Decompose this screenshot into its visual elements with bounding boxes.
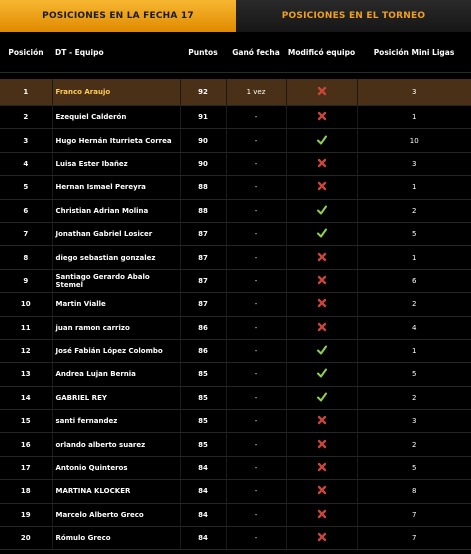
cell-won: -	[226, 152, 286, 175]
check-icon	[317, 392, 327, 402]
cell-won: -	[226, 176, 286, 199]
table-row[interactable]	[0, 363, 471, 386]
cell-points: 86	[180, 339, 226, 362]
cell-position: 16	[0, 433, 52, 456]
cell-points: 88	[180, 199, 226, 222]
cell-mini-league: 6	[357, 269, 471, 292]
table-row[interactable]	[0, 152, 471, 175]
cell-points: 92	[180, 79, 226, 106]
cell-position: 8	[0, 246, 52, 269]
cell-mini-league: 2	[357, 433, 471, 456]
cell-team[interactable]: José Fabián López Colombo	[52, 339, 180, 362]
cell-team[interactable]: Martin Vialle	[52, 293, 180, 316]
table-row[interactable]	[0, 222, 471, 245]
table-row[interactable]	[0, 269, 471, 292]
cell-position: 13	[0, 363, 52, 386]
cell-mini-league: 3	[357, 410, 471, 433]
check-icon	[317, 205, 327, 215]
cross-icon	[317, 322, 327, 332]
cell-won: -	[226, 503, 286, 526]
cell-changed	[286, 386, 357, 409]
cell-points: 85	[180, 386, 226, 409]
cell-won: -	[226, 222, 286, 245]
cell-changed	[286, 106, 357, 129]
table-row[interactable]	[0, 386, 471, 409]
cell-points: 91	[180, 106, 226, 129]
cell-changed	[286, 79, 357, 106]
cross-icon	[317, 86, 327, 96]
cross-icon	[317, 439, 327, 449]
cell-team[interactable]: Ezequiel Calderón	[52, 106, 180, 129]
standings-table	[0, 32, 471, 550]
cell-won: -	[226, 386, 286, 409]
cell-changed	[286, 152, 357, 175]
cell-won: 1 vez	[226, 79, 286, 106]
cell-points: 85	[180, 433, 226, 456]
cell-changed	[286, 339, 357, 362]
cell-changed	[286, 456, 357, 479]
cross-icon	[317, 462, 327, 472]
cell-position: 11	[0, 316, 52, 339]
cell-position: 19	[0, 503, 52, 526]
cell-team[interactable]: Franco Araujo	[52, 79, 180, 106]
cell-team[interactable]: orlando alberto suarez	[52, 433, 180, 456]
cell-mini-league: 2	[357, 386, 471, 409]
cell-mini-league: 2	[357, 293, 471, 316]
cell-points: 85	[180, 363, 226, 386]
cell-team[interactable]: Jonathan Gabriel Losicer	[52, 222, 180, 245]
cell-position: 5	[0, 176, 52, 199]
cell-changed	[286, 246, 357, 269]
table-row[interactable]	[0, 339, 471, 362]
cell-changed	[286, 176, 357, 199]
tab-bar	[0, 0, 471, 32]
cell-won: -	[226, 106, 286, 129]
header-team: DT - Equipo	[52, 32, 180, 73]
cell-team[interactable]: diego sebastian gonzalez	[52, 246, 180, 269]
cell-points: 90	[180, 129, 226, 152]
cell-won: -	[226, 316, 286, 339]
cross-icon	[317, 509, 327, 519]
cell-position: 7	[0, 222, 52, 245]
cell-team[interactable]: Rómulo Greco	[52, 527, 180, 550]
header-position: Posición	[0, 32, 52, 73]
cell-won: -	[226, 527, 286, 550]
cell-position: 18	[0, 480, 52, 503]
cross-icon	[317, 298, 327, 308]
table-row[interactable]	[0, 410, 471, 433]
cell-points: 84	[180, 480, 226, 503]
check-icon	[317, 368, 327, 378]
cross-icon	[317, 532, 327, 542]
cell-mini-league: 7	[357, 527, 471, 550]
cell-mini-league: 7	[357, 503, 471, 526]
cell-mini-league: 1	[357, 339, 471, 362]
cell-won: -	[226, 480, 286, 503]
header-points: Puntos	[180, 32, 226, 73]
cell-position: 1	[0, 79, 52, 106]
cell-changed	[286, 222, 357, 245]
cell-position: 14	[0, 386, 52, 409]
cell-won: -	[226, 363, 286, 386]
cell-points: 86	[180, 316, 226, 339]
cell-mini-league: 1	[357, 246, 471, 269]
cell-team[interactable]: Marcelo Alberto Greco	[52, 503, 180, 526]
cell-changed	[286, 480, 357, 503]
cross-icon	[317, 415, 327, 425]
cell-team[interactable]: MARTINA KLOCKER	[52, 480, 180, 503]
table-row[interactable]	[0, 433, 471, 456]
cell-changed	[286, 129, 357, 152]
cross-icon	[317, 275, 327, 285]
cell-changed	[286, 363, 357, 386]
cell-points: 84	[180, 527, 226, 550]
cell-mini-league: 5	[357, 222, 471, 245]
cell-mini-league: 3	[357, 152, 471, 175]
cell-points: 87	[180, 269, 226, 292]
table-row[interactable]	[0, 527, 471, 550]
cell-mini-league: 8	[357, 480, 471, 503]
header-changed: Modificó equipo	[286, 32, 357, 73]
table-row[interactable]	[0, 503, 471, 526]
header-row	[0, 32, 471, 73]
cell-team[interactable]: Hernan Ismael Pereyra	[52, 176, 180, 199]
cell-team[interactable]: GABRIEL REY	[52, 386, 180, 409]
cell-team[interactable]: santi fernandez	[52, 410, 180, 433]
cell-changed	[286, 410, 357, 433]
cell-won: -	[226, 456, 286, 479]
cell-position: 15	[0, 410, 52, 433]
table-row[interactable]	[0, 246, 471, 269]
cell-mini-league: 2	[357, 199, 471, 222]
cross-icon	[317, 252, 327, 262]
table-row[interactable]	[0, 456, 471, 479]
cross-icon	[317, 485, 327, 495]
cell-team[interactable]: Hugo Hernán Iturrieta Correa	[52, 129, 180, 152]
table-row[interactable]	[0, 79, 471, 106]
cell-won: -	[226, 433, 286, 456]
check-icon	[317, 228, 327, 238]
cell-team[interactable]: Antonio Quinteros	[52, 456, 180, 479]
cell-won: -	[226, 293, 286, 316]
cell-points: 84	[180, 503, 226, 526]
cell-position: 3	[0, 129, 52, 152]
cell-won: -	[226, 410, 286, 433]
cell-changed	[286, 316, 357, 339]
cell-points: 84	[180, 456, 226, 479]
cell-position: 17	[0, 456, 52, 479]
cell-changed	[286, 503, 357, 526]
cell-won: -	[226, 246, 286, 269]
table-row[interactable]	[0, 480, 471, 503]
cell-position: 2	[0, 106, 52, 129]
cell-mini-league: 1	[357, 176, 471, 199]
check-icon	[317, 345, 327, 355]
cell-changed	[286, 293, 357, 316]
cell-team[interactable]: juan ramon carrizo	[52, 316, 180, 339]
cell-points: 87	[180, 293, 226, 316]
cell-mini-league: 4	[357, 316, 471, 339]
cell-team[interactable]: Andrea Lujan Bernia	[52, 363, 180, 386]
cell-mini-league: 3	[357, 79, 471, 106]
check-icon	[317, 135, 327, 145]
cell-position: 4	[0, 152, 52, 175]
cell-position: 6	[0, 199, 52, 222]
cross-icon	[317, 181, 327, 191]
cell-points: 85	[180, 410, 226, 433]
tab-torneo[interactable]: POSICIONES EN EL TORNEO	[236, 0, 471, 32]
cross-icon	[317, 111, 327, 121]
cell-won: -	[226, 199, 286, 222]
cell-position: 12	[0, 339, 52, 362]
cell-points: 88	[180, 176, 226, 199]
cell-mini-league: 10	[357, 129, 471, 152]
cell-points: 87	[180, 246, 226, 269]
cell-changed	[286, 433, 357, 456]
cell-points: 87	[180, 222, 226, 245]
cell-changed	[286, 269, 357, 292]
table-row[interactable]	[0, 106, 471, 129]
cell-won: -	[226, 339, 286, 362]
cell-team[interactable]: Christian Adrian Molina	[52, 199, 180, 222]
table-row[interactable]	[0, 199, 471, 222]
table-row[interactable]	[0, 293, 471, 316]
cell-points: 90	[180, 152, 226, 175]
table-row[interactable]	[0, 176, 471, 199]
cell-mini-league: 1	[357, 106, 471, 129]
cell-won: -	[226, 269, 286, 292]
header-won: Ganó fecha	[226, 32, 286, 73]
cell-won: -	[226, 129, 286, 152]
cell-team[interactable]: Santiago Gerardo Abalo Stemel	[52, 269, 180, 292]
cell-team[interactable]: Luisa Ester Ibañez	[52, 152, 180, 175]
cell-changed	[286, 527, 357, 550]
cell-changed	[286, 199, 357, 222]
cell-position: 20	[0, 527, 52, 550]
cell-mini-league: 5	[357, 456, 471, 479]
header-mini-leagues: Posición Mini Ligas	[357, 32, 471, 73]
cross-icon	[317, 158, 327, 168]
table-row[interactable]	[0, 316, 471, 339]
table-row[interactable]	[0, 129, 471, 152]
tab-fecha[interactable]: POSICIONES EN LA FECHA 17	[0, 0, 236, 32]
cell-position: 10	[0, 293, 52, 316]
cell-mini-league: 5	[357, 363, 471, 386]
cell-position: 9	[0, 269, 52, 292]
